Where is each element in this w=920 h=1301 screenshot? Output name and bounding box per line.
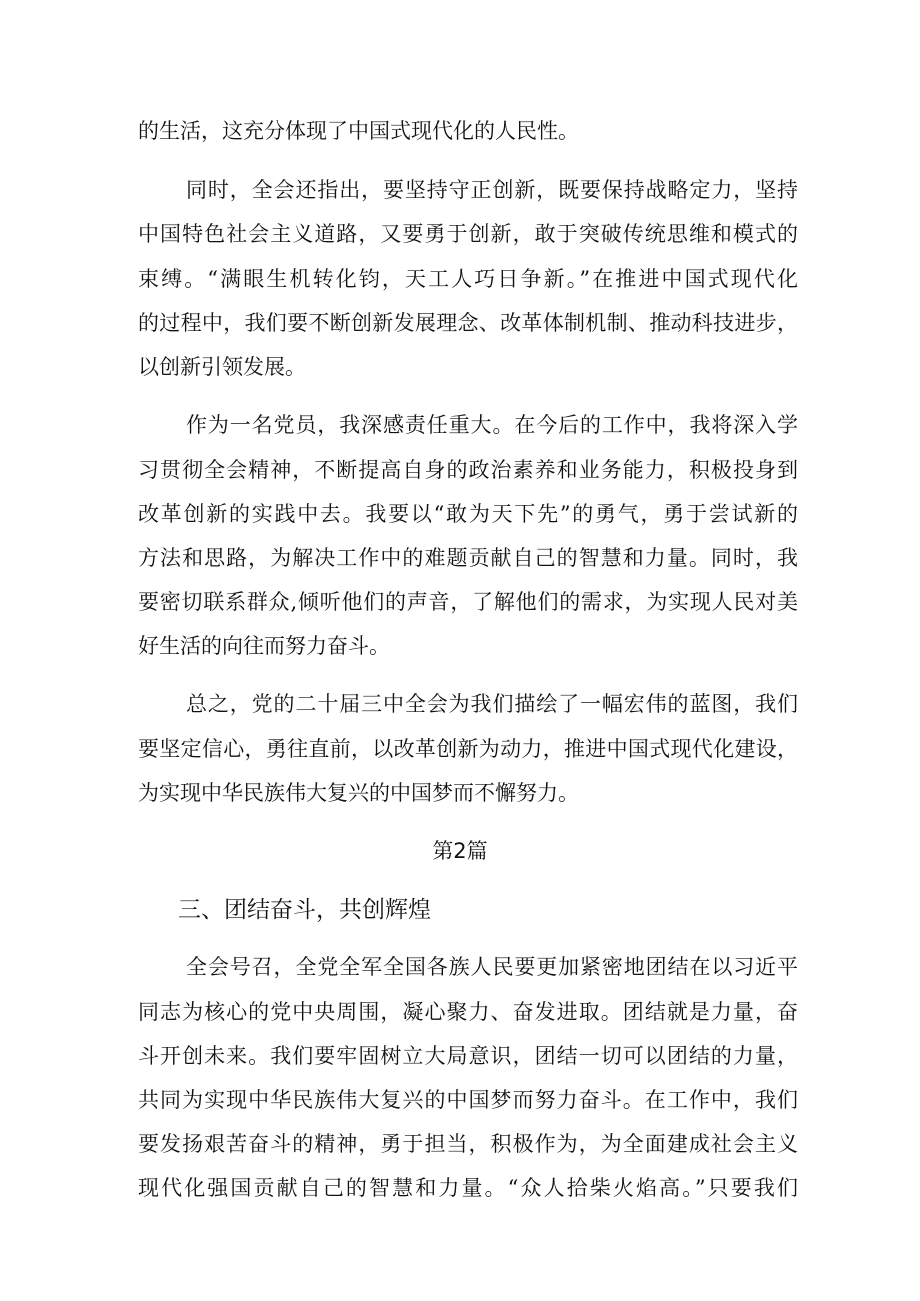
paragraph-2-line-1: 同时，全会还指出，要坚持守正创新，既要保持战略定力，坚持 xyxy=(186,178,798,202)
paragraph-1-line-1: 的生活，这充分体现了中国式现代化的人民性。 xyxy=(138,119,579,143)
paragraph-5-line-1: 全会号召，全党全军全国各族人民要更加紧密地团结在以习近平 xyxy=(186,955,798,979)
paragraph-3-line-1: 作为一名党员，我深感责任重大。在今后的工作中，我将深入学 xyxy=(186,413,798,437)
paragraph-4-line-3: 为实现中华民族伟大复兴的中国梦而不懈努力。 xyxy=(138,781,579,805)
paragraph-3-line-6: 好生活的向往而努力奋斗。 xyxy=(138,634,390,658)
paragraph-3-line-5: 要密切联系群众,倾听他们的声音，了解他们的需求，为实现人民对美 xyxy=(138,590,798,614)
paragraph-2-line-4: 的过程中，我们要不断创新发展理念、改革体制机制、推动科技进步， xyxy=(138,311,798,335)
paragraph-3-line-3: 改革创新的实践中去。我要以“敢为天下先”的勇气，勇于尝试新的 xyxy=(138,502,798,526)
paragraph-2-line-5: 以创新引领发展。 xyxy=(138,355,306,379)
section-title: 第2篇 xyxy=(432,839,488,863)
paragraph-4-line-2: 要坚定信心，勇往直前，以改革创新为动力，推进中国式现代化建设， xyxy=(138,737,798,761)
paragraph-5-line-2: 同志为核心的党中央周围，凝心聚力、奋发进取。团结就是力量，奋 xyxy=(138,1000,798,1024)
section-heading: 三、团结奋斗，共创辉煌 xyxy=(178,897,431,923)
paragraph-3-line-4: 方法和思路，为解决工作中的难题贡献自己的智慧和力量。同时，我 xyxy=(138,546,798,570)
paragraph-5-line-3: 斗开创未来。我们要牢固树立大局意识，团结一切可以团结的力量， xyxy=(138,1044,798,1068)
paragraph-5-line-6: 现代化强国贡献自己的智慧和力量。“众人拾柴火焰高。”只要我们 xyxy=(138,1176,798,1200)
paragraph-3-line-2: 习贯彻全会精神，不断提高自身的政治素养和业务能力，积极投身到 xyxy=(138,458,798,482)
paragraph-4-line-1: 总之，党的二十届三中全会为我们描绘了一幅宏伟的蓝图，我们 xyxy=(186,692,798,716)
paragraph-2-line-3: 束缚。“满眼生机转化钧，天工人巧日争新。”在推进中国式现代化 xyxy=(138,267,798,291)
paragraph-5-line-5: 要发扬艰苦奋斗的精神，勇于担当，积极作为，为全面建成社会主义 xyxy=(138,1132,798,1156)
paragraph-2-line-2: 中国特色社会主义道路，又要勇于创新，敢于突破传统思维和模式的 xyxy=(138,222,798,246)
paragraph-5-line-4: 共同为实现中华民族伟大复兴的中国梦而努力奋斗。在工作中，我们 xyxy=(138,1088,798,1112)
